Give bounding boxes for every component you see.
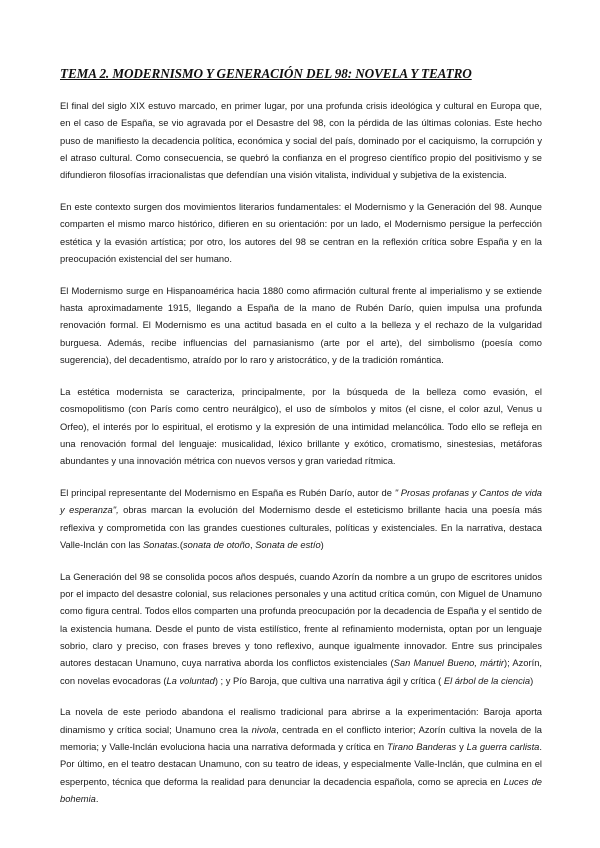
document-body	[60, 98, 542, 808]
text-run: y	[456, 742, 467, 753]
paragraph-movements: En este contexto surgen dos movimientos literarios fundamentales: el Modernismo y la Generación del 98. Aunque comparten el mismo marco histórico, difieren en su orientación: por un lado, el Modernismo persigue la perfección estética y la evasión artística; por otro, los autores del 98 se centran en la reflexión crítica sobre España y en la preocupación existencial del ser humano.	[60, 202, 542, 264]
work-title: nivola	[251, 724, 277, 735]
paragraph-modernismo-origin: El Modernismo surge en Hispanoamérica hacia 1880 como afirmación cultural frente al imperialismo y se extiende hasta aproximadamente 1915, llegando a España de la mano de Rubén Darío, quien impulsa una profunda renovación formal. El Modernismo es una actitud basada en el culto a la belleza y el rechazo de la vulgaridad burguesa. Además, recibe influencias del parnasianismo (arte por el arte), del simbolismo (poesía como sugerencia), del decadentismo, atraído por lo raro y aristocrático, y de la tradición romántica.	[60, 285, 542, 366]
paragraph-novel-theatre	[60, 704, 542, 808]
text-run: , centrada en el conflicto interior; Azorín cultiva la novela de la memoria; y Valle-Inclán evoluciona hacia una narrativa deformada y crítica en	[60, 724, 543, 753]
text-run: La Generación del 98 se consolida pocos años después, cuando Azorín da nombre a un grupo de escritores unidos por el impacto del desastre colonial, sus relaciones personales y una actitud crítica común, con Miguel de Unamuno como figura central. Todos ellos comparten una profunda preocupación por la decadencia de España y el sentido de la existencia humana. Desde el punto de vista estilístico, frente al refinamiento modernista, optan por un lenguaje sobrio, claro y preciso, con frases breves y tono reflexivo, aunque igualmente innovador. Entre sus principales autores destacan Unamuno, cuya narrativa aborda los conflictos existenciales (	[60, 571, 542, 669]
page-title: TEMA 2. MODERNISMO Y GENERACIÓN DEL 98: NOVELA Y TEATRO	[60, 66, 472, 81]
work-title: " Prosas profanas y Cantos de vida y esperanza",	[60, 488, 542, 516]
text-run: obras marcan la evolución del Modernismo desde el esteticismo brillante hacia una poesía más reflexiva y comprometida con las grandes cuestiones culturales, políticas y existenciales. En la narrativa, destaca Valle-Inclán con las	[60, 505, 542, 550]
paragraph-ruben-dario	[60, 485, 542, 554]
text-run: ,	[249, 539, 256, 550]
work-title: Luces de bohemia	[60, 776, 542, 804]
text-run: El principal representante del Modernismo en España es Rubén Darío, autor de	[60, 488, 395, 499]
work-title: La guerra carlista	[466, 742, 540, 753]
text-run: )	[530, 675, 534, 686]
work-title: Tirano Banderas	[386, 742, 457, 753]
paragraph-modernist-aesthetics: La estética modernista se caracteriza, principalmente, por la búsqueda de la belleza como evasión, el cosmopolitismo (con París como centro neurálgico), el uso de símbolos y mitos (el cisne, el color azul, Venus u Orfeo), el interés por lo espiritual, el erotismo y la expresión de una intimidad melancólica. Todo ello se refleja en una renovación formal del lenguaje: musicalidad, léxico brillante y exótico, cromatismo, sinestesias, metáforas abundantes y una innovación métrica con nuevos versos y gran variedad rítmica.	[60, 386, 542, 467]
work-title: San Manuel Bueno, mártir	[393, 658, 505, 669]
text-run: (	[179, 539, 183, 550]
work-title: La voluntad	[166, 675, 215, 686]
paragraph-generacion-98	[60, 569, 542, 690]
text-run: La novela de este periodo abandona el realismo tradicional para abrirse a la experimentación: Baroja aporta dinamismo y crítica social; Unamuno crea la	[60, 707, 542, 735]
text-run: .	[95, 793, 99, 804]
work-title: El árbol de la ciencia	[443, 675, 531, 686]
text-run: ); Azorín, con novelas evocadoras (	[60, 658, 543, 686]
paragraph-context: El final del siglo XIX estuvo marcado, en primer lugar, por una profunda crisis ideológica y cultural en Europa que, en el caso de España, se vio agravada por el Desastre del 98, con la pérdida de las últimas colonias. Este hecho puso de manifiesto la decadencia política, económica y social del país, dominado por el caciquismo, la corrupción y el atraso cultural. Como consecuencia, se quebró la confianza en el progreso científico propio del positivismo y se difundieron filosofías irracionalistas que defendían una visión vitalista, individual y subjetiva de la existencia.	[60, 101, 542, 181]
text-run: ) ; y Pío Baroja, que cultiva una narrativa ágil y crítica (	[214, 675, 444, 686]
work-title: Sonata de estío	[255, 539, 321, 550]
work-title: sonata de otoño	[182, 539, 250, 550]
text-run: . Por último, en el teatro destacan Unamuno, con su teatro de ideas, y especialmente Valle-Inclán, que culmina en el esperpento, técnica que deforma la realidad para denunciar la decadencia española, como se aprecia en	[60, 742, 542, 787]
work-title: Sonatas.	[142, 539, 180, 550]
text-run: )	[320, 539, 324, 550]
